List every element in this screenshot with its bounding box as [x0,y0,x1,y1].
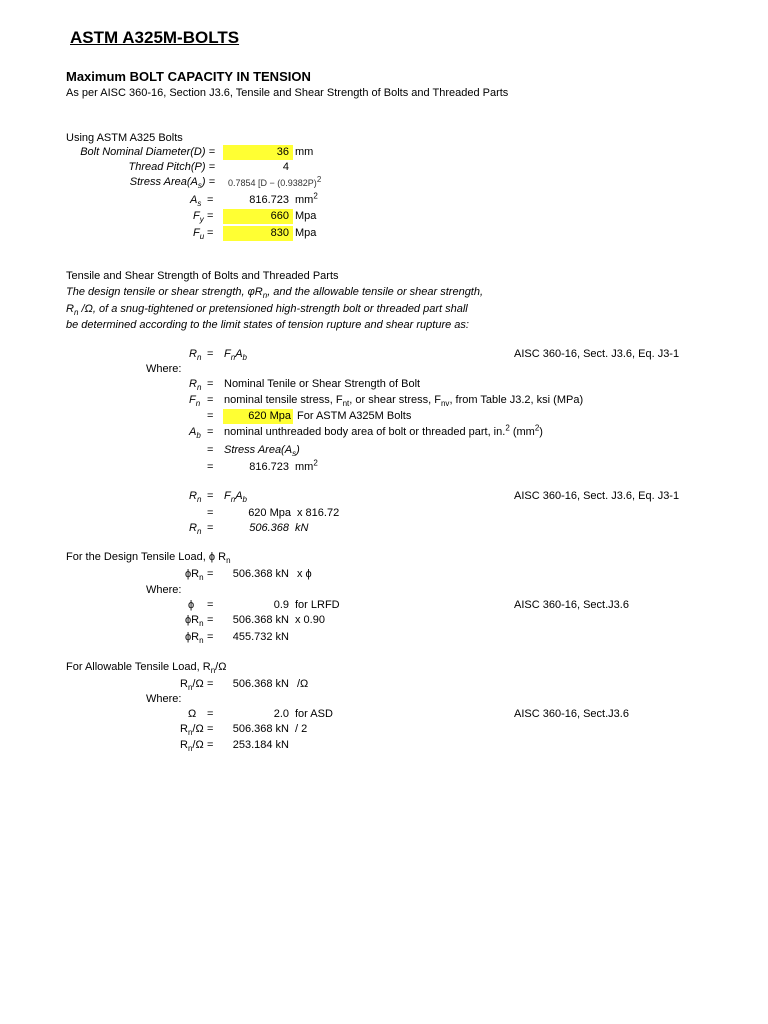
fn-label: $F_n$ [189,394,201,409]
fn-ab-expr-1: $F_nA_b$ [224,348,247,363]
pitch-value[interactable]: 4 [282,161,289,173]
strength-heading: Tensile and Shear Strength of Bolts and Threaded Parts [66,270,339,282]
ab-stress-area: Stress $Area(A_s)$ [224,444,300,459]
rn-eq-3: = [207,490,214,502]
ab-value: 816.723 [249,461,289,473]
fn-value-eq: = [207,410,214,422]
ab-eq: = [207,426,214,438]
rn-label-4: $R_n$ [189,522,202,537]
phirn-eq-1: = [207,568,214,580]
as-eq: = [207,194,214,206]
stress-area-label: Stress $Area(A_s)$ = [129,176,215,191]
phirn-calc: 506.368 kN [232,614,289,626]
as-unit: $mm^2$ [295,191,318,206]
input-intro: Using ASTM A325 Bolts [66,132,183,144]
rn-omega-eq-2: = [207,723,214,735]
omega-for: for ASD [295,708,333,720]
calc-x: x 816.72 [297,507,340,519]
rn-omega-eq-3: = [207,739,214,751]
rn-omega-label-1: $R_n/\Omega$ [180,678,204,693]
phi-value: 0.9 [273,599,289,611]
rn-result-unit: kN [295,522,309,534]
rn-label-1: $R_n$ [189,348,202,363]
fy-label: $F_y$ [193,210,204,225]
diameter-value[interactable]: 36 [276,146,289,158]
design-result: 455.732 kN [232,631,289,643]
rn-label-2: $R_n$ [189,378,202,393]
strength-para-3: be determined according to the limit states of tension rupture and shear rupture as: [66,319,469,331]
phirn-eq-2: = [207,614,214,626]
phirn-calc-x: x 0.90 [295,614,325,626]
omega-eq: = [207,708,214,720]
ref-eq-2: AISC 360-16, Sect. J3.6, Eq. J3-1 [514,490,680,502]
ref-eq-1: AISC 360-16, Sect. J3.6, Eq. J3-1 [514,348,680,360]
where-1: Where: [146,363,182,375]
phirn-label-2: $\phi R_n$ [185,614,204,629]
rn-omega-label-3: $R_n/\Omega$ [180,739,204,754]
fu-value[interactable]: 830 [270,227,289,239]
fy-eq: = [207,210,214,222]
ab-label: $A_b$ [189,426,201,441]
rn-omega-value: 506.368 kN [232,678,289,690]
rn-result: 506.368 [249,522,289,534]
pitch-label: Thread Pitch(P) = [128,161,215,173]
allowable-result: 253.184 kN [232,739,289,751]
rn-eq-1: = [207,348,214,360]
stress-area-formula: 0.7854 [$D - (0.9382P)^2$ [228,175,322,188]
rn-omega-x: /Ω [297,678,309,690]
fn-note: For ASTM A325M Bolts [297,410,412,422]
rn-omega-calc-x: / 2 [295,723,308,735]
phirn-x: x ϕ [297,568,312,580]
ab-eq-2: = [207,444,214,456]
phi-eq: = [207,599,214,611]
rn-omega-eq-1: = [207,678,214,690]
omega-value: 2.0 [273,708,289,720]
calc-fn: 620 Mpa [248,507,291,519]
ab-unit: $mm^2$ [295,458,318,473]
diameter-label: Bolt Nominal Diameter(D) = [80,146,215,158]
rn-label-3: $R_n$ [189,490,202,505]
fn-definition: nominal tensile stress, $F_{nt}$, or shear stress, $F_{nv}$, from Table J3.2, ksi (MPa) [224,394,584,409]
omega-ref: AISC 360-16, Sect.J3.6 [514,708,629,720]
fu-label: $F_u$ [193,227,205,242]
phirn-eq-3: = [207,631,214,643]
rn-eq-2: = [207,378,214,390]
omega-label: Ω [188,708,197,720]
rn-definition: Nominal Tenile or Shear Strength of Bolt [224,378,421,390]
fn-value[interactable]: 620 Mpa [248,410,291,422]
phirn-label-1: $\phi R_n$ [185,568,204,583]
phi-label: ϕ [188,599,195,611]
ab-definition: nominal unthreaded body area of bolt or threaded part, in.$^2$ $(mm^2)$ [224,423,543,438]
phi-for: for LRFD [295,599,340,611]
fu-unit: Mpa [295,227,317,239]
phirn-value: 506.368 kN [232,568,289,580]
fu-eq: = [207,227,214,239]
rn-eq-4: = [207,522,214,534]
diameter-unit: mm [295,146,314,158]
where-2: Where: [146,584,182,596]
fn-ab-expr-2: $F_nA_b$ [224,490,247,505]
document-title: ASTM A325M-BOLTS [70,28,240,47]
calc-eq: = [207,507,214,519]
rn-omega-calc: 506.368 kN [232,723,289,735]
rn-omega-label-2: $R_n/\Omega$ [180,723,204,738]
phirn-label-3: $\phi R_n$ [185,631,204,646]
strength-para-2: $R_n$ /Ω, of a snug-tightened or pretensioned high-strength bolt or threaded part shall [66,303,468,318]
where-3: Where: [146,693,182,705]
fn-eq: = [207,394,214,406]
allowable-heading: For Allowable Tensile Load, $R_n/\Omega$ [66,661,227,676]
fy-value[interactable]: 660 [270,210,289,222]
design-heading: For the Design Tensile Load, ϕ $R_n$ [66,551,231,566]
ab-eq-3: = [207,461,214,473]
as-label: $A_s$ [190,194,202,209]
section-subheading: As per AISC 360-16, Section J3.6, Tensile and Shear Strength of Bolts and Threaded Parts [66,87,509,99]
as-value: 816.723 [249,194,289,206]
phi-ref: AISC 360-16, Sect.J3.6 [514,599,629,611]
fy-unit: Mpa [295,210,317,222]
section-heading: Maximum BOLT CAPACITY IN TENSION [66,69,311,84]
strength-para-1: The design tensile or shear strength, $\varphi R_n$, and the allowable tensile or shear strength, [66,286,484,301]
